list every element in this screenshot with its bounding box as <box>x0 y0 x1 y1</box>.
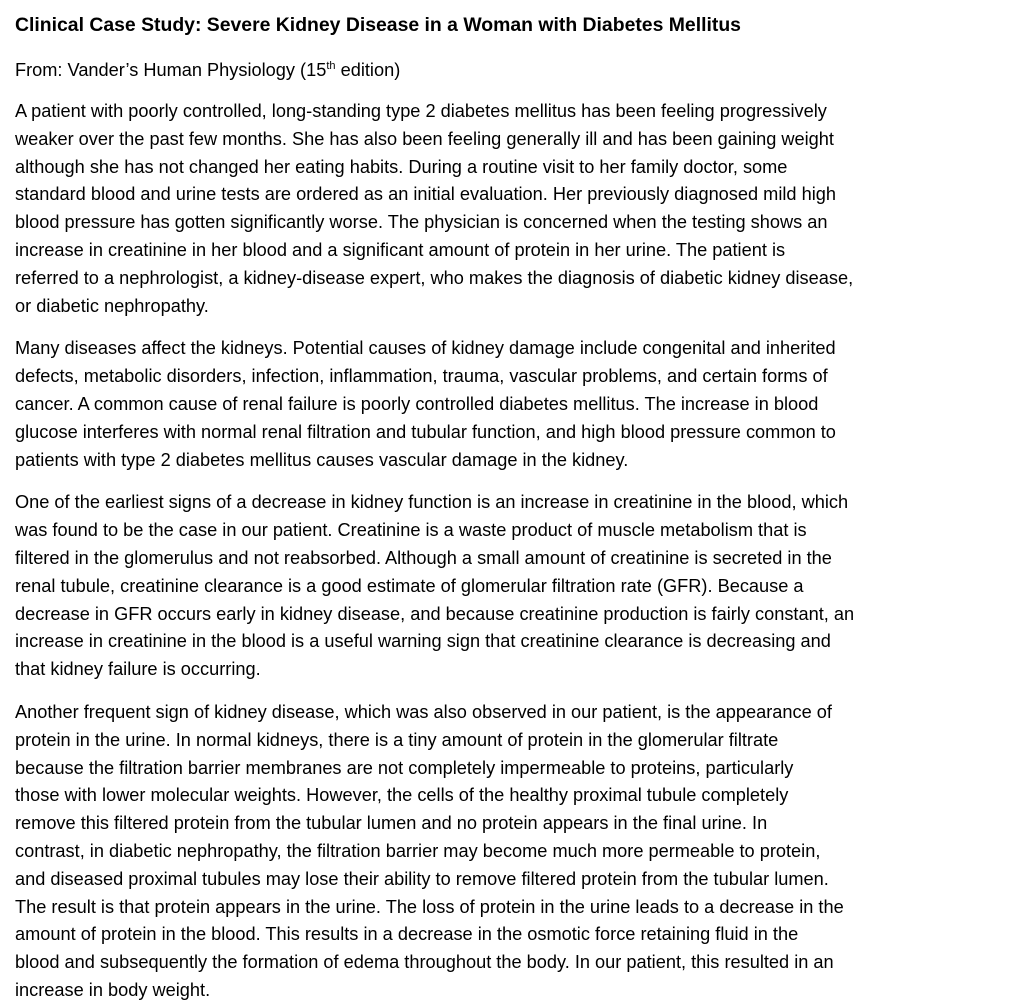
paragraph-line: referred to a nephrologist, a kidney-disease expert, who makes the diagnosis of diabetic kidney disease, <box>15 267 854 288</box>
paragraph-line: cancer. A common cause of renal failure is poorly controlled diabetes mellitus. The increase in blood <box>15 393 819 414</box>
paragraph-line: renal tubule, creatinine clearance is a good estimate of glomerular filtration rate (GFR). Because a <box>15 575 804 596</box>
paragraph-line: amount of protein in the blood. This results in a decrease in the osmotic force retaining fluid in the <box>15 924 799 945</box>
paragraph-line: Another frequent sign of kidney disease, which was also observed in our patient, is the appearance of <box>15 701 832 722</box>
source-citation <box>15 57 915 83</box>
paragraph-line: decrease in GFR occurs early in kidney disease, and because creatinine production is fairly constant, an <box>15 603 855 624</box>
source-suffix: edition) <box>335 60 401 80</box>
paragraph-line: because the filtration barrier membranes are not completely impermeable to proteins, particularly <box>15 757 794 778</box>
paragraph-symptoms <box>15 98 915 320</box>
paragraph-line: or diabetic nephropathy. <box>15 295 209 316</box>
paragraph-line: those with lower molecular weights. However, the cells of the healthy proximal tubule completely <box>15 785 789 806</box>
paragraph-line: weaker over the past few months. She has also been feeling generally ill and has been gaining weight <box>15 128 834 149</box>
paragraph-line: protein in the urine. In normal kidneys, there is a tiny amount of protein in the glomerular filtrate <box>15 729 779 750</box>
paragraph-line: increase in body weight. <box>15 979 211 1000</box>
paragraph-line: remove this filtered protein from the tubular lumen and no protein appears in the final urine. In <box>15 813 768 834</box>
paragraph-creatinine <box>15 489 915 684</box>
document-title: Clinical Case Study: Severe Kidney Disease in a Woman with Diabetes Mellitus <box>15 14 741 36</box>
paragraph-line: increase in creatinine in her blood and a significant amount of protein in her urine. The patient is <box>15 239 786 260</box>
paragraph-line: patients with type 2 diabetes mellitus causes vascular damage in the kidney. <box>15 449 629 470</box>
paragraph-line: defects, metabolic disorders, infection, inflammation, trauma, vascular problems, and certain forms of <box>15 366 828 387</box>
paragraph-line: although she has not changed her eating habits. During a routine visit to her family doctor, some <box>15 156 788 177</box>
paragraph-causes <box>15 335 915 474</box>
paragraph-line: A patient with poorly controlled, long-standing type 2 diabetes mellitus has been feeling progressively <box>15 101 827 121</box>
paragraph-line: glucose interferes with normal renal filtration and tubular function, and high blood pressure common to <box>15 421 836 442</box>
paragraph-line: filtered in the glomerulus and not reabsorbed. Although a small amount of creatinine is secreted in the <box>15 547 832 568</box>
paragraph-line: blood pressure has gotten significantly worse. The physician is concerned when the testing shows an <box>15 212 828 233</box>
paragraph-line: blood and subsequently the formation of edema throughout the body. In our patient, this resulted in an <box>15 952 834 973</box>
paragraph-line: and diseased proximal tubules may lose their ability to remove filtered protein from the tubular lumen. <box>15 868 829 889</box>
paragraph-line: contrast, in diabetic nephropathy, the filtration barrier may become much more permeable to protein, <box>15 840 821 861</box>
paragraph-line: was found to be the case in our patient. Creatinine is a waste product of muscle metabolism that is <box>15 520 807 541</box>
paragraph-proteinuria <box>15 699 915 1005</box>
paragraph-line: One of the earliest signs of a decrease in kidney function is an increase in creatinine in the blood, which <box>15 492 849 513</box>
paragraph-line: Many diseases affect the kidneys. Potential causes of kidney damage include congenital and inherited <box>15 338 836 359</box>
source-prefix: From: Vander’s Human Physiology (15 <box>15 60 327 80</box>
paragraph-line: increase in creatinine in the blood is a useful warning sign that creatinine clearance is decreasing and <box>15 631 831 652</box>
edition-superscript: th <box>326 60 336 72</box>
paragraph-line: standard blood and urine tests are ordered as an initial evaluation. Her previously diagnosed mild high <box>15 184 836 205</box>
paragraph-line: that kidney failure is occurring. <box>15 659 261 680</box>
paragraph-line: The result is that protein appears in the urine. The loss of protein in the urine leads to a decrease in the <box>15 896 844 917</box>
